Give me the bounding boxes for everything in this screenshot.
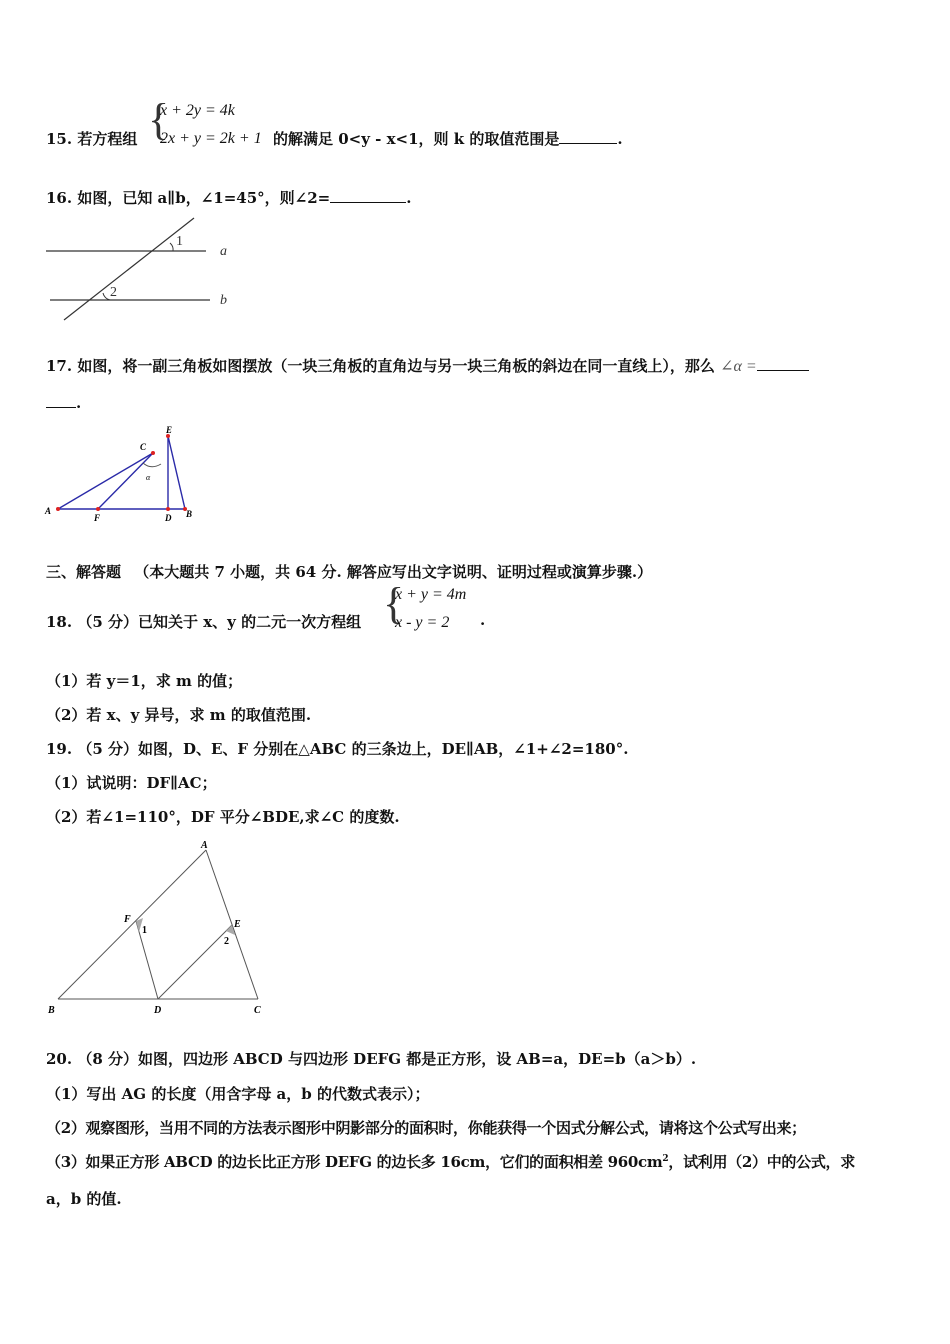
q15 (46, 128, 137, 149)
segment-de (158, 925, 232, 999)
label-2: 2 (224, 936, 229, 947)
q20-part3-b: ，试利用（2）中的公式，求 (668, 1153, 855, 1171)
q16-text: 16. 如图，已知 a∥b，∠1=45°，则∠2= (46, 189, 331, 207)
q17-figure (40, 422, 210, 526)
q17-answer-blank-1[interactable] (757, 358, 809, 371)
q17-angle: ∠α = (720, 358, 757, 375)
q19-part1: （1）试说明：DF∥AC； (46, 774, 217, 792)
q15-number: 15. (46, 130, 73, 148)
q20-part3-cont: a，b 的值. (46, 1190, 122, 1208)
q18-number: 18. (46, 613, 73, 631)
q15-eq2: 2x + y = 2k + 1 (160, 130, 262, 147)
q15-end: . (617, 130, 623, 148)
q19-part2: （2）若∠1=110°，DF 平分∠BDE,求∠C 的度数. (46, 808, 400, 826)
label-a: a (220, 244, 227, 259)
segment-eb (168, 436, 185, 509)
point-c (151, 451, 155, 455)
q17-text: 17. 如图，将一副三角板如图摆放（一块三角板的直角边与另一块三角板的斜边在同一直线上），那么 (46, 357, 715, 375)
q20-part2: （2）观察图形，当用不同的方法表示图形中阴影部分的面积时，你能获得一个因式分解公式，请将这个公式写出来； (46, 1119, 806, 1137)
section3-heading (46, 561, 652, 582)
q15-suffix: 的解满足 0<y - x<1，则 k 的取值范围是 (273, 130, 560, 148)
q18 (46, 611, 361, 632)
q20-part3-a: （3）如果正方形 ABCD 的边长比正方形 DEFG 的边长多 16cm，它们的面积相差 960cm (46, 1153, 663, 1171)
label-f: F (124, 914, 131, 925)
segment-fd (136, 921, 158, 999)
q15-answer-blank[interactable] (559, 131, 617, 144)
section3-title: 三、解答题 (46, 563, 122, 581)
label-c: C (254, 1005, 261, 1016)
q18-eq2: x - y = 2 (395, 614, 450, 631)
alpha-arc (143, 463, 161, 467)
section3-note: （本大题共 7 小题，共 64 分. 解答应写出文字说明、证明过程或演算步骤.） (134, 563, 653, 581)
q15-prefix: 若方程组 (77, 130, 138, 148)
point-f (96, 507, 100, 511)
label-e: E (234, 919, 241, 930)
q16 (46, 187, 411, 208)
label-d: D (154, 1005, 162, 1016)
q19-figure (40, 836, 280, 1022)
q15-brace: { (148, 95, 170, 144)
q18-brace: { (383, 579, 405, 628)
q17 (46, 355, 809, 376)
label-alpha: α (146, 473, 151, 482)
q19: 19. （5 分）如图，D、E、F 分别在△ABC 的三条边上，DE∥AB，∠1+∠2=180°. (46, 740, 629, 758)
point-d (166, 507, 170, 511)
angle-2-arc (103, 293, 110, 300)
q20-part3-sup: 2 (662, 1154, 669, 1164)
label-a: A (201, 840, 208, 851)
q15-eq1: x + 2y = 4k (160, 102, 235, 119)
label-b: B (186, 509, 193, 519)
segment-ac (206, 850, 258, 999)
label-b: b (220, 293, 227, 308)
label-1: 1 (176, 234, 183, 249)
label-c: C (140, 442, 147, 452)
label-2: 2 (110, 285, 117, 300)
label-1: 1 (142, 925, 147, 936)
label-d: D (165, 513, 172, 523)
q18-end: . (480, 611, 486, 629)
segment-ba (58, 850, 206, 999)
q18-prefix: （5 分）已知关于 x、y 的二元一次方程组 (77, 613, 362, 631)
q17-cont (46, 394, 81, 412)
label-a: A (45, 506, 52, 516)
q16-figure (44, 214, 244, 326)
q20-part1: （1）写出 AG 的长度（用含字母 a，b 的代数式表示）； (46, 1085, 430, 1103)
point-a (56, 507, 60, 511)
q16-end: . (406, 189, 412, 207)
q20: 20. （8 分）如图，四边形 ABCD 与四边形 DEFG 都是正方形，设 AB=a，DE=b（a＞b）. (46, 1050, 697, 1068)
q17-end: . (76, 394, 82, 412)
q18-part2: （2）若 x、y 异号，求 m 的取值范围. (46, 706, 312, 724)
angle-1-arc (170, 243, 173, 251)
label-b: B (48, 1005, 55, 1016)
q18-part1: （1）若 y＝1，求 m 的值； (46, 672, 243, 690)
q17-answer-blank-2[interactable] (46, 395, 76, 408)
label-f: F (94, 513, 101, 523)
transversal-line (64, 218, 194, 320)
q15-suffix-line (273, 128, 623, 149)
q20-part3 (46, 1151, 855, 1172)
q18-eq1: x + y = 4m (395, 586, 467, 603)
label-e: E (166, 425, 173, 435)
q16-answer-blank[interactable] (330, 190, 406, 203)
